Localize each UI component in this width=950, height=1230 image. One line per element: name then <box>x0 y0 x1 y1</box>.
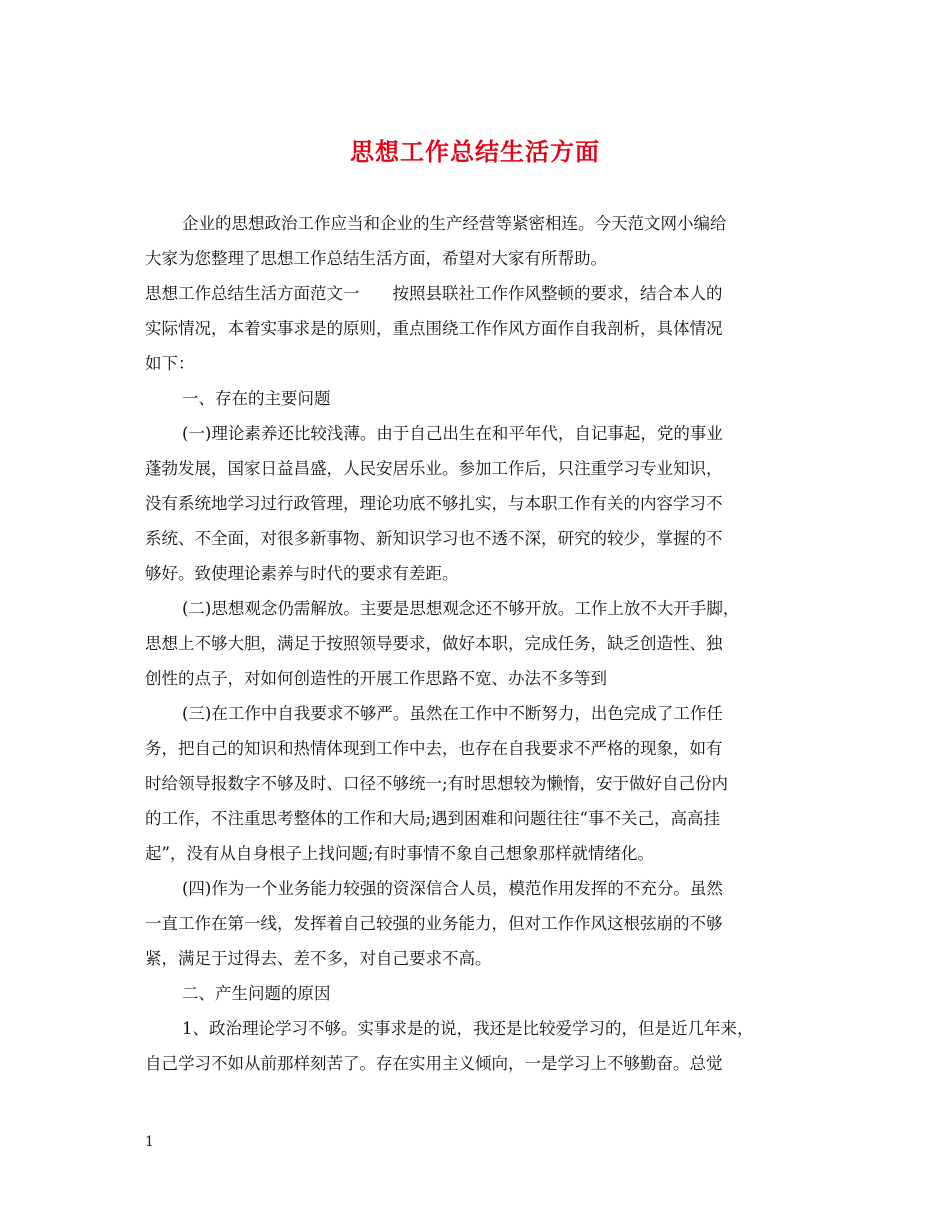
text-line: 够好。致使理论素养与时代的要求有差距。 <box>145 564 459 583</box>
text-line: 时给领导报数字不够及时、口径不够统一;有时思想较为懒惰，安于做好自己份内 <box>145 774 729 793</box>
text-line: 思想工作总结生活方面范文一 按照县联社工作作风整顿的要求，结合本人的 <box>145 284 723 303</box>
document-body <box>145 206 805 1081</box>
text-line: (一)理论素养还比较浅薄。由于自己出生在和平年代，自记事起，党的事业 <box>182 424 723 443</box>
text-line: 二、产生问题的原因 <box>182 984 331 1003</box>
text-line: 1、政治理论学习不够。实事求是的说，我还是比较爱学习的，但是近几年来， <box>182 1019 754 1038</box>
text-line: 创性的点子，对如何创造性的开展工作思路不宽、办法不多等到 <box>145 669 607 688</box>
text-line: 蓬勃发展，国家日益昌盛，人民安居乐业。参加工作后，只注重学习专业知识， <box>145 459 723 478</box>
text-line: (三)在工作中自我要求不够严。虽然在工作中不断努力，出色完成了工作任 <box>182 704 723 723</box>
text-line: 大家为您整理了思想工作总结生活方面，希望对大家有所帮助。 <box>145 249 607 268</box>
text-line: 思想上不够大胆，满足于按照领导要求，做好本职，完成任务，缺乏创造性、独 <box>145 634 723 653</box>
text-line: 实际情况，本着实事求是的原则，重点围绕工作作风方面作自我剖析，具体情况 <box>145 319 723 338</box>
text-line: 务，把自己的知识和热情体现到工作中去，也存在自我要求不严格的现象，如有 <box>145 739 723 758</box>
text-line: 起”，没有从自身根子上找问题;有时事情不象自己想象那样就情绪化。 <box>145 844 654 863</box>
text-line: 一直工作在第一线，发挥着自己较强的业务能力，但对工作作风这根弦崩的不够 <box>145 914 723 933</box>
text-line: 紧，满足于过得去、差不多，对自己要求不高。 <box>145 949 492 968</box>
page-number: 1 <box>145 1134 154 1150</box>
text-line: 一、存在的主要问题 <box>182 389 331 408</box>
text-line: (四)作为一个业务能力较强的资深信合人员，模范作用发挥的不充分。虽然 <box>182 879 723 898</box>
text-line: 自己学习不如从前那样刻苦了。存在实用主义倾向，一是学习上不够勤奋。总觉 <box>145 1054 723 1073</box>
text-line: 的工作，不注重思考整体的工作和大局;遇到困难和问题往往“事不关己，高高挂 <box>145 809 720 828</box>
text-line: 如下： <box>145 354 195 373</box>
text-line: (二)思想观念仍需解放。主要是思想观念还不够开放。工作上放不大开手脚， <box>182 599 740 618</box>
document-title: 思想工作总结生活方面 <box>350 137 600 166</box>
text-line: 系统、不全面，对很多新事物、新知识学习也不透不深，研究的较少，掌握的不 <box>145 529 723 548</box>
text-line: 没有系统地学习过行政管理，理论功底不够扎实，与本职工作有关的内容学习不 <box>145 494 723 513</box>
text-line: 企业的思想政治工作应当和企业的生产经营等紧密相连。今天范文网小编给 <box>182 214 727 233</box>
